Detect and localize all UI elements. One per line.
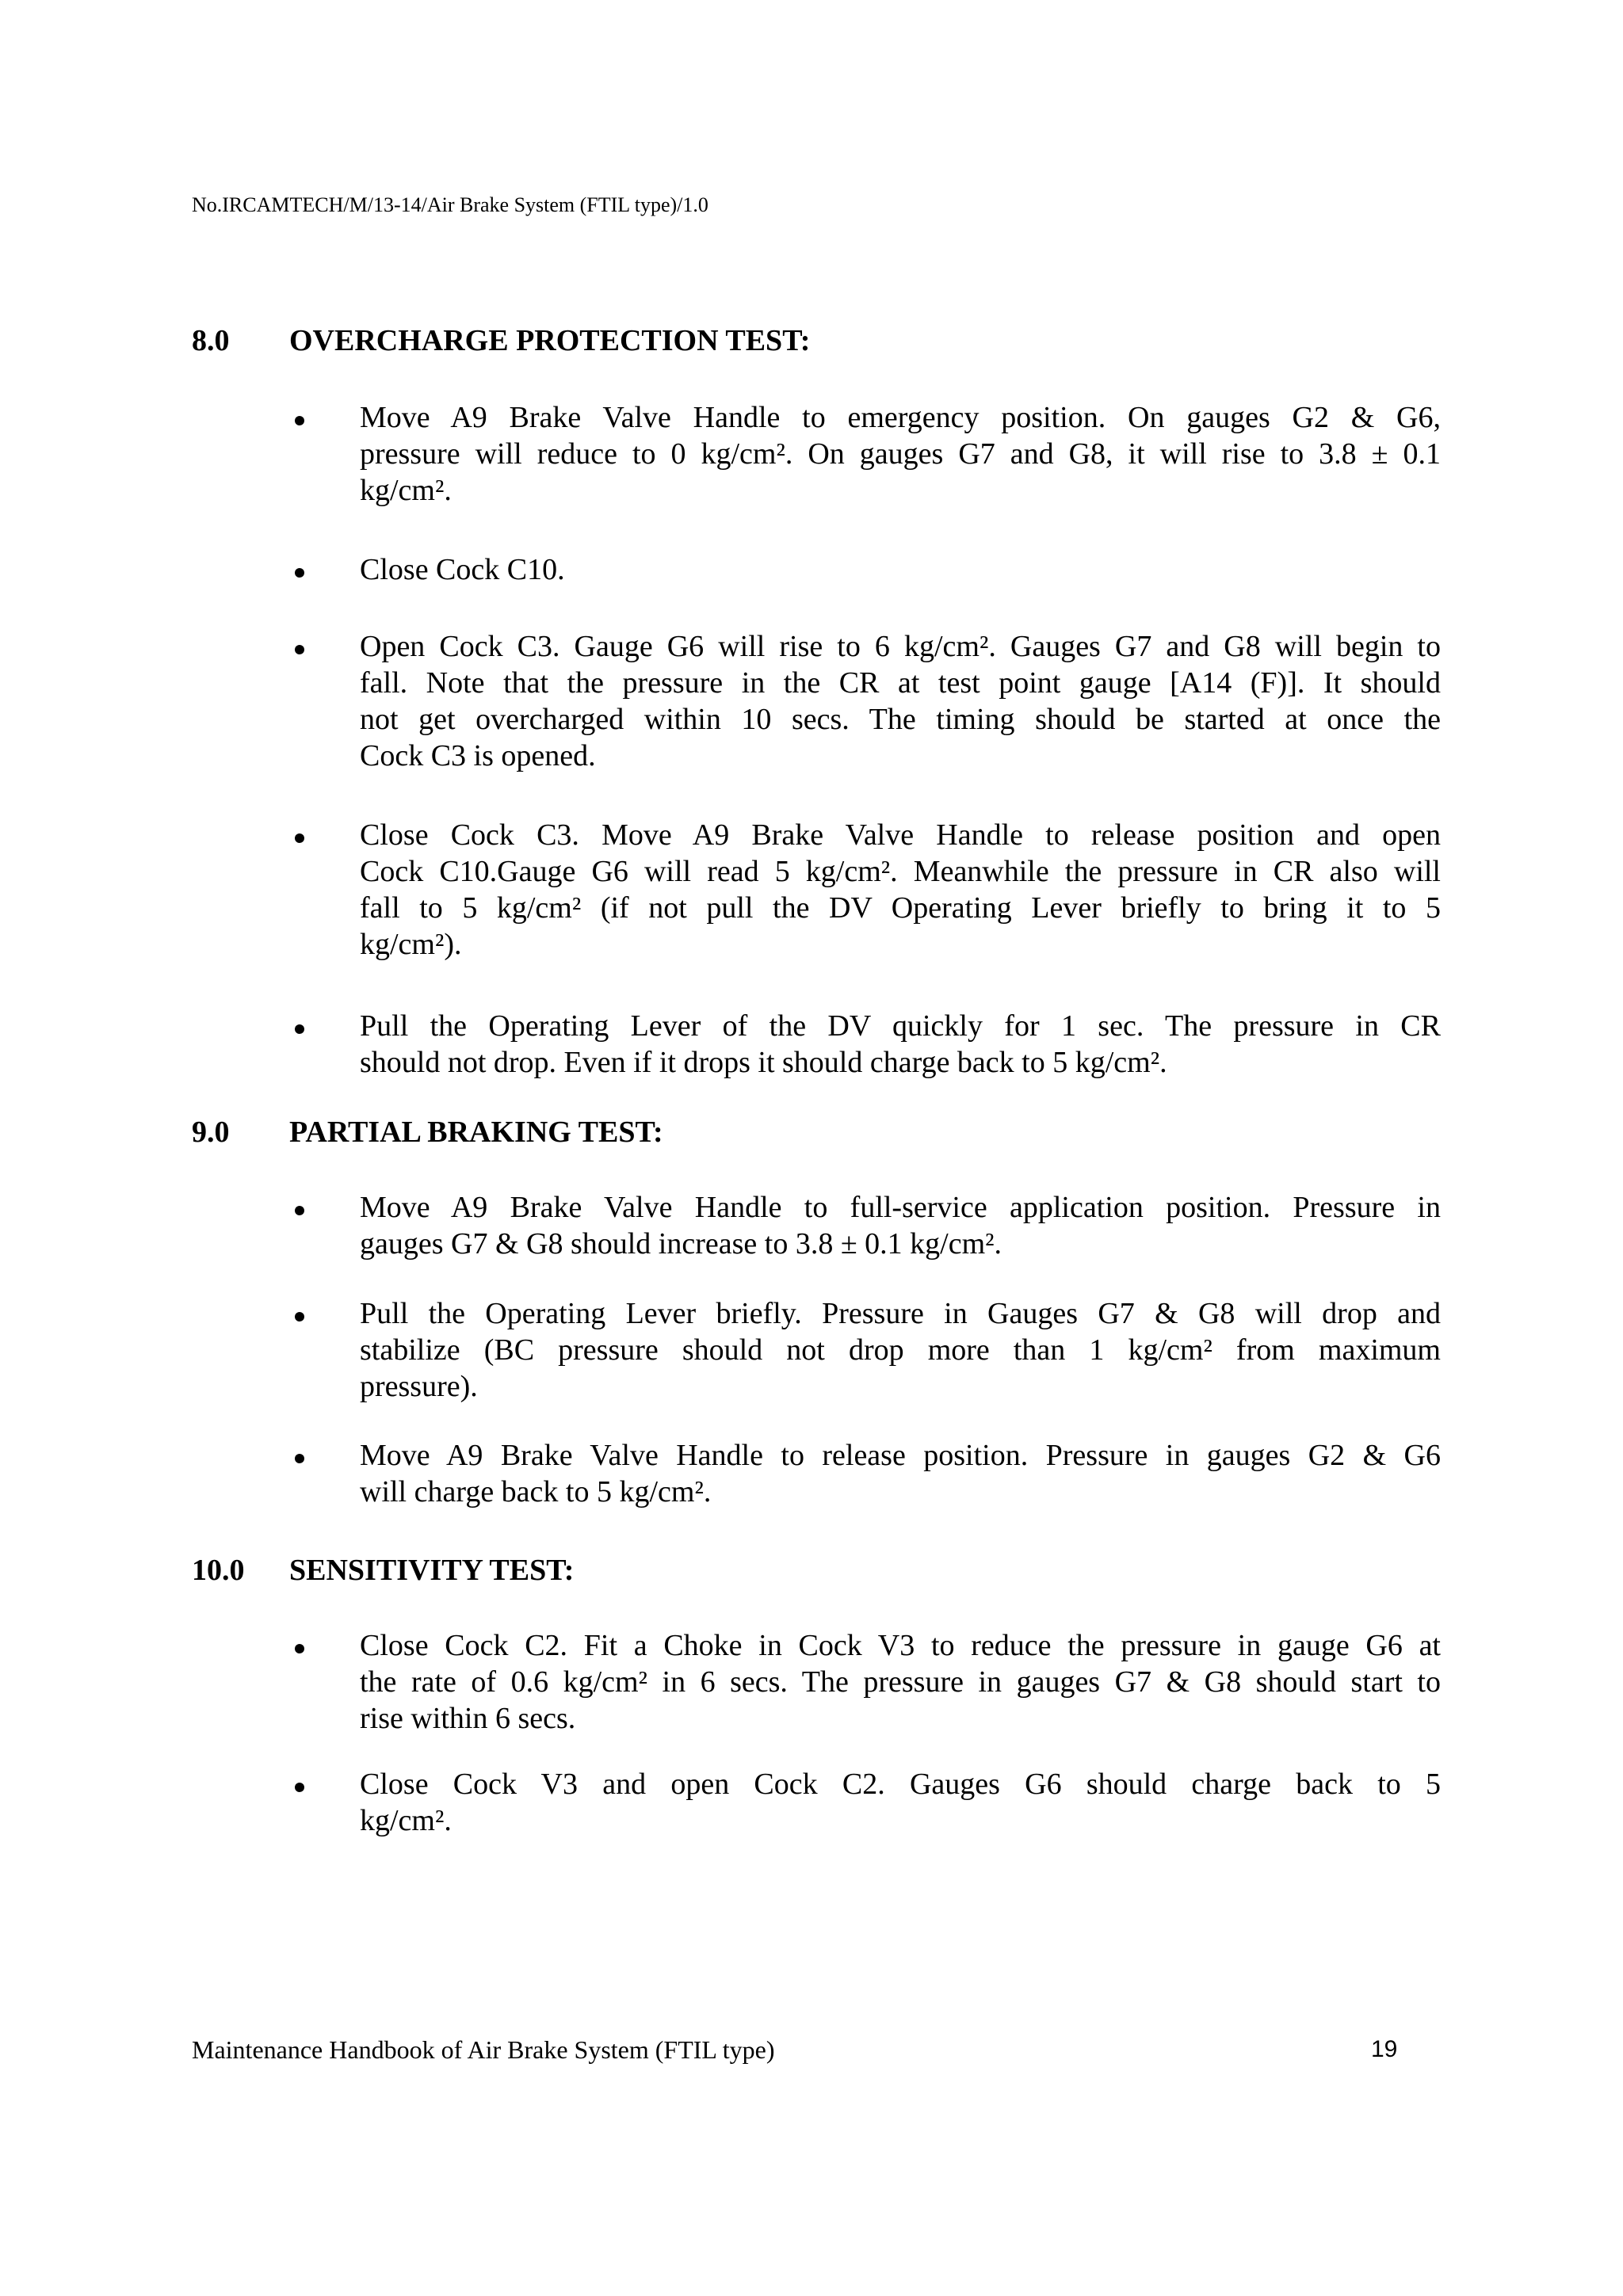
section-title: PARTIAL BRAKING TEST:	[289, 1116, 663, 1149]
text-line: gauges G7 & G8 should increase to 3.8 ± 0.1 kg/cm².	[360, 1227, 1002, 1261]
text-line: stabilize (BC pressure should not drop more than 1 kg/cm² from maximum	[360, 1333, 1441, 1367]
text-line: Close Cock V3 and open Cock C2. Gauges G6 should charge back to 5	[360, 1768, 1441, 1801]
text-line: the rate of 0.6 kg/cm² in 6 secs. The pressure in gauges G7 & G8 should start to	[360, 1665, 1441, 1699]
text-line: Open Cock C3. Gauge G6 will rise to 6 kg/cm². Gauges G7 and G8 will begin to	[360, 630, 1441, 663]
section-number: 9.0	[192, 1116, 230, 1149]
text-line: Cock C10.Gauge G6 will read 5 kg/cm². Meanwhile the pressure in CR also will	[360, 855, 1441, 888]
list-item	[360, 628, 1441, 774]
bullet-icon	[295, 645, 304, 654]
list-item	[360, 399, 1441, 509]
document-number: No.IRCAMTECH/M/13-14/Air Brake System (FTIL type)/1.0	[192, 193, 708, 216]
footer-title: Maintenance Handbook of Air Brake System (FTIL type)	[192, 2035, 775, 2064]
text-line: kg/cm².	[360, 474, 452, 507]
list-item	[360, 1627, 1441, 1737]
text-line: Move A9 Brake Valve Handle to emergency position. On gauges G2 & G6,	[360, 401, 1441, 434]
text-line: will charge back to 5 kg/cm².	[360, 1475, 712, 1508]
section-heading	[192, 1114, 1441, 1150]
bullet-icon	[295, 1312, 304, 1322]
text-line: pressure will reduce to 0 kg/cm². On gauges G7 and G8, it will rise to 3.8 ± 0.1	[360, 437, 1441, 471]
list-item	[360, 1766, 1441, 1839]
text-line: fall to 5 kg/cm² (if not pull the DV Operating Lever briefly to bring it to 5	[360, 891, 1441, 925]
bullet-icon	[295, 1783, 304, 1792]
bullet-icon	[295, 1024, 304, 1034]
text-line: Close Cock C10.	[360, 553, 565, 586]
text-line: Close Cock C2. Fit a Choke in Cock V3 to reduce the pressure in gauge G6 at	[360, 1629, 1441, 1662]
list-item	[360, 1437, 1441, 1510]
text-line: Close Cock C3. Move A9 Brake Valve Handle to release position and open	[360, 818, 1441, 852]
text-line: kg/cm².	[360, 1804, 452, 1837]
bullet-icon	[295, 1206, 304, 1215]
bullet-icon	[295, 833, 304, 843]
bullet-icon	[295, 568, 304, 578]
text-line: rise within 6 secs.	[360, 1702, 576, 1735]
text-line: pressure).	[360, 1370, 478, 1403]
list-item	[360, 551, 1441, 588]
list-item	[360, 817, 1441, 963]
page-number: 19	[1371, 2036, 1398, 2062]
text-line: Move A9 Brake Valve Handle to full-service application position. Pressure in	[360, 1191, 1441, 1224]
text-line: not get overcharged within 10 secs. The timing should be started at once the	[360, 703, 1441, 736]
text-line: Pull the Operating Lever briefly. Pressure in Gauges G7 & G8 will drop and	[360, 1297, 1441, 1330]
text-line: Move A9 Brake Valve Handle to release position. Pressure in gauges G2 & G6	[360, 1439, 1441, 1472]
text-line: fall. Note that the pressure in the CR at test point gauge [A14 (F)]. It should	[360, 666, 1441, 700]
text-line: kg/cm²).	[360, 928, 462, 961]
text-line: Cock C3 is opened.	[360, 739, 596, 772]
section-heading	[192, 1552, 1441, 1589]
bullet-icon	[295, 416, 304, 425]
section-title: SENSITIVITY TEST:	[289, 1554, 575, 1587]
section-title: OVERCHARGE PROTECTION TEST:	[289, 324, 811, 357]
list-item	[360, 1295, 1441, 1405]
section-number: 8.0	[192, 324, 230, 357]
text-line: should not drop. Even if it drops it should charge back to 5 kg/cm².	[360, 1046, 1167, 1079]
bullet-icon	[295, 1454, 304, 1463]
section-heading	[192, 322, 1441, 359]
section-number: 10.0	[192, 1554, 245, 1587]
list-item	[360, 1008, 1441, 1081]
bullet-icon	[295, 1644, 304, 1653]
list-item	[360, 1189, 1441, 1262]
text-line: Pull the Operating Lever of the DV quickly for 1 sec. The pressure in CR	[360, 1009, 1441, 1043]
